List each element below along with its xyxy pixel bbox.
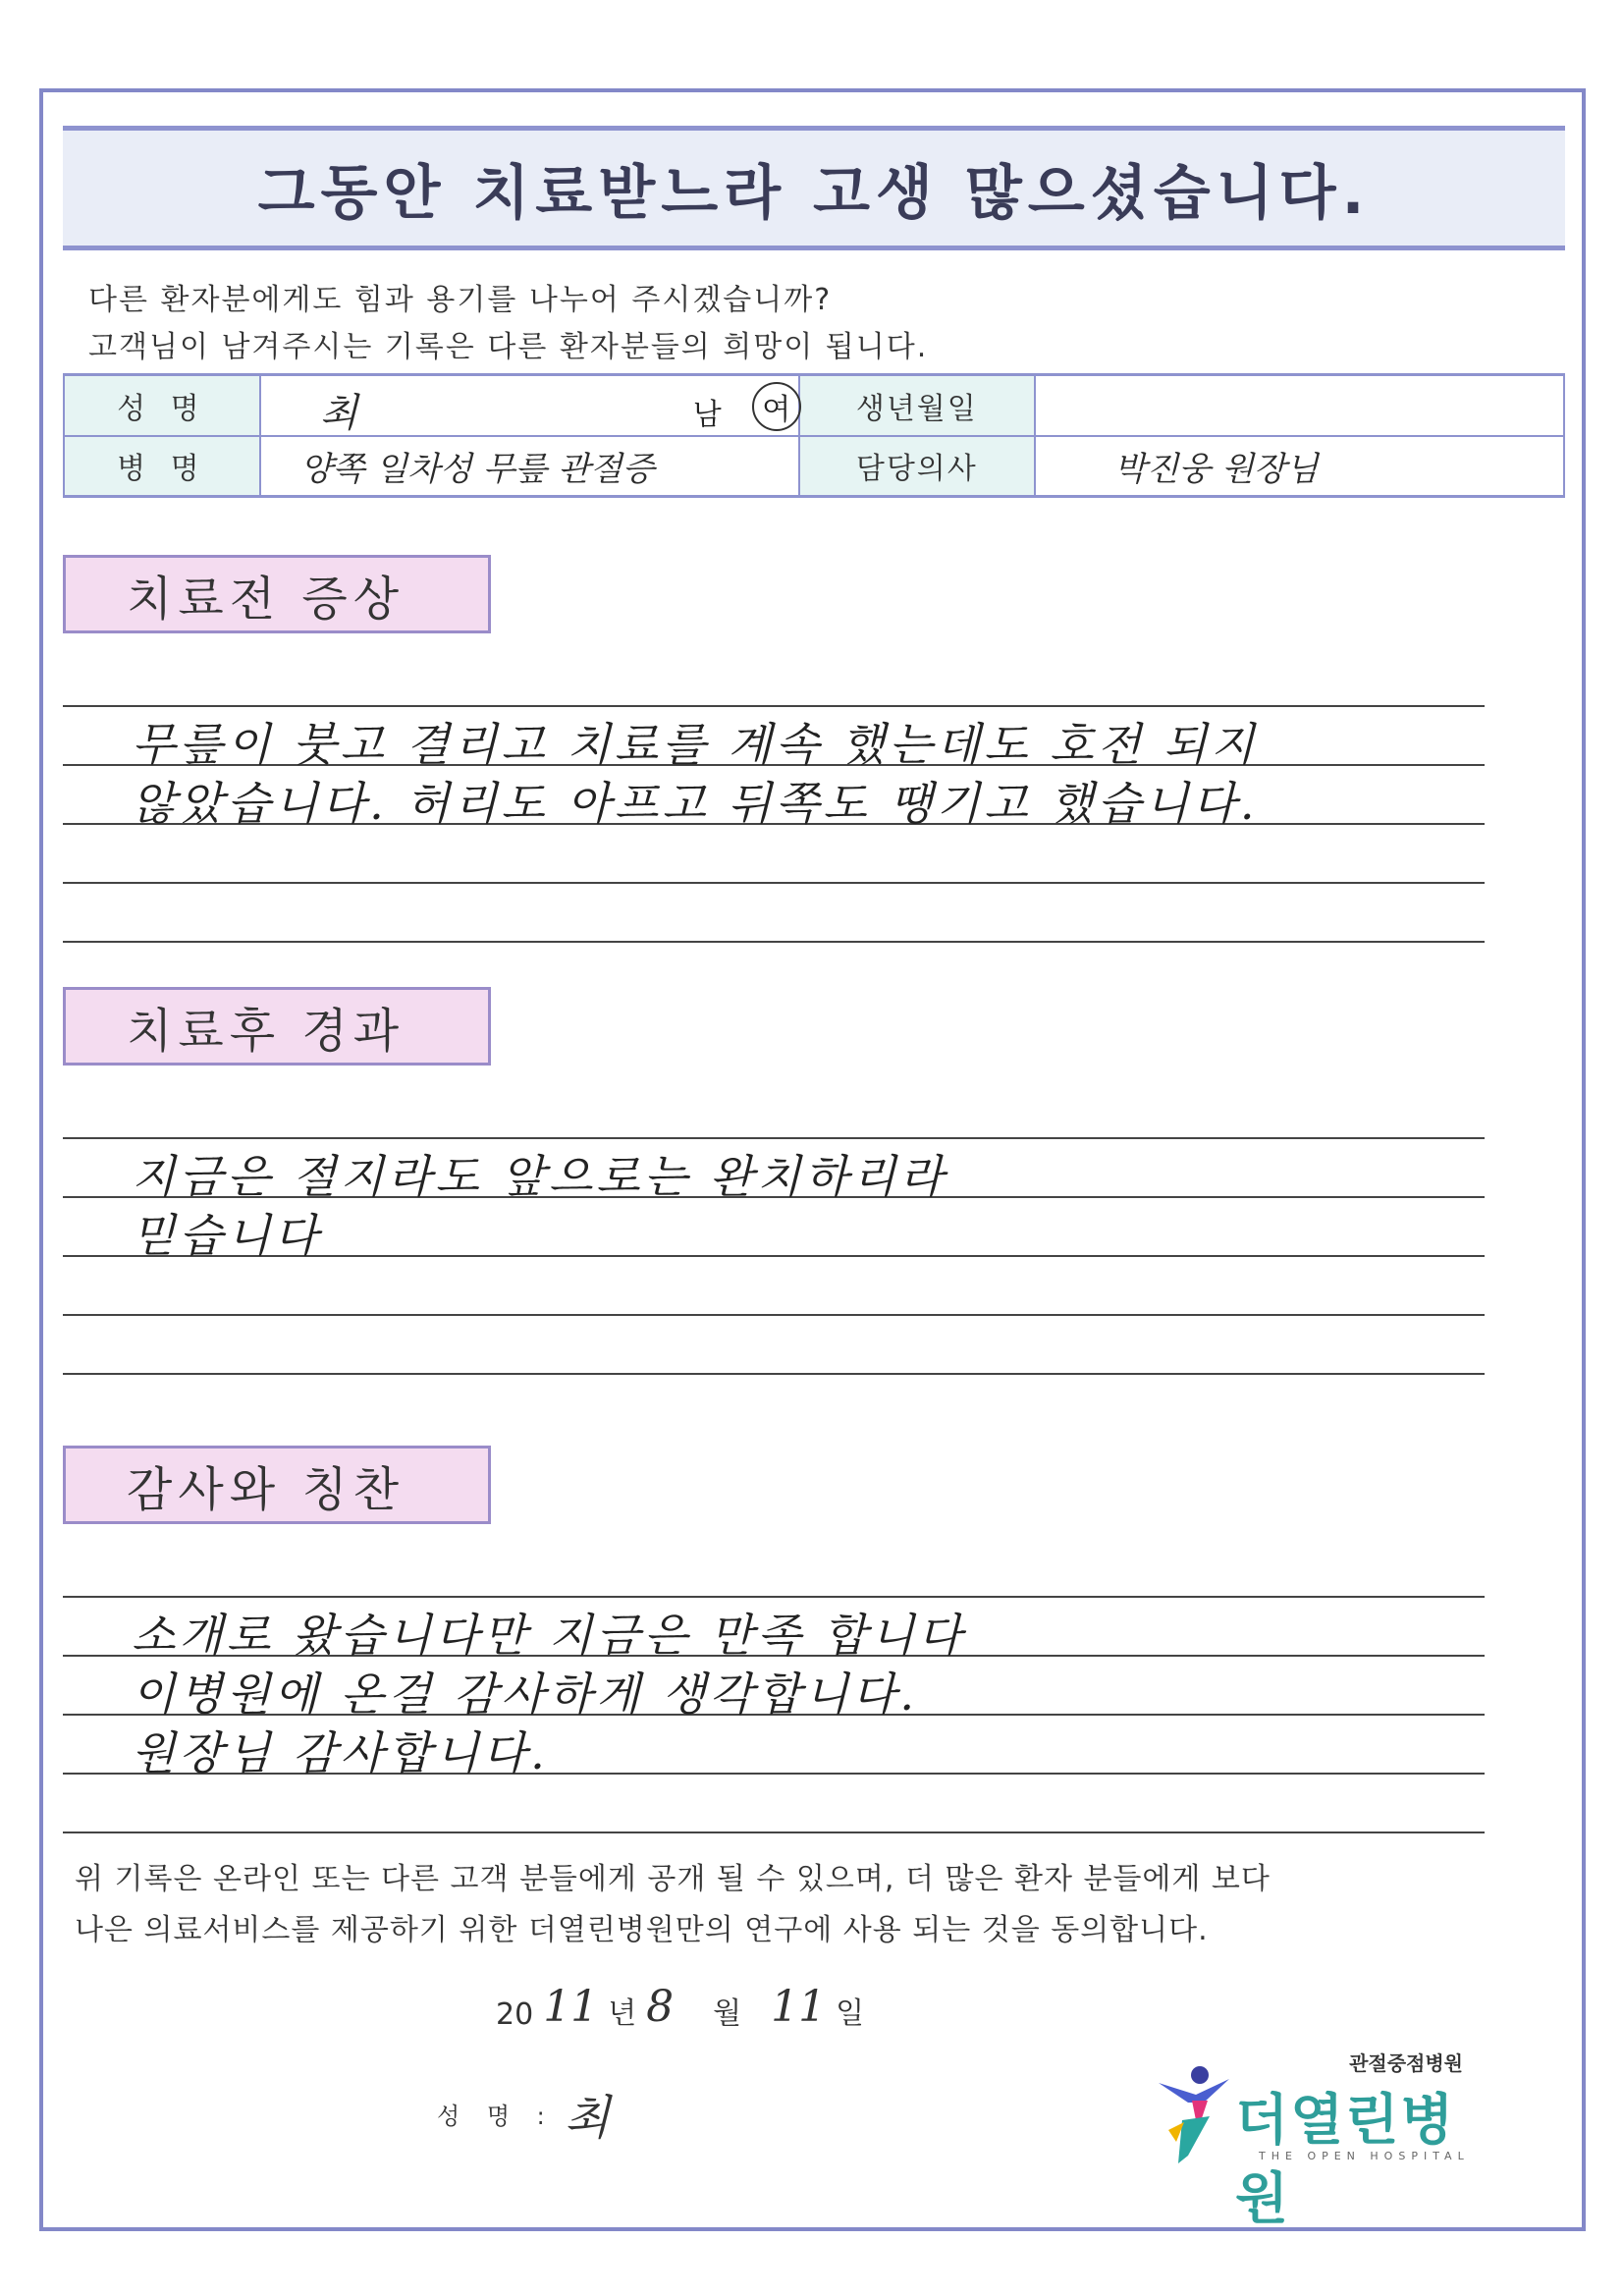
section-title-thanks: 감사와 칭찬 <box>63 1446 491 1524</box>
year-label: 년 <box>608 1996 637 2031</box>
consent-line-1: 위 기록은 온라인 또는 다른 고객 분들에게 공개 될 수 있으며, 더 많은 환자 분들에게 보다 <box>75 1862 1271 1896</box>
disease-label: 병 명 <box>64 436 260 497</box>
signature-row <box>437 2080 610 2148</box>
rule-line <box>63 1137 1485 1139</box>
female-option: 여 <box>762 393 791 427</box>
logo-english: THE OPEN HOSPITAL <box>1259 2150 1470 2162</box>
handwritten-line: 않았습니다. 허리도 아프고 뒤쪽도 땡기고 했습니다. <box>132 777 1259 830</box>
handwritten-line: 믿습니다 <box>132 1209 322 1262</box>
intro-line-2: 고객님이 남겨주시는 기록은 다른 환자분들의 희망이 됩니다. <box>88 330 929 364</box>
doctor-value: 박진웅 원장님 <box>1113 449 1319 489</box>
year-value: 11 <box>543 1982 599 2032</box>
rule-line <box>63 1373 1485 1375</box>
birth-value <box>1035 375 1564 436</box>
hospital-logo <box>1149 2048 1492 2231</box>
day-value: 11 <box>771 1982 827 2032</box>
signature-label: 성 명 : <box>437 2103 555 2130</box>
day-label: 일 <box>836 1996 865 2031</box>
handwritten-line: 이병원에 온걸 감사하게 생각합니다. <box>132 1667 919 1721</box>
birth-label: 생년월일 <box>799 375 1035 436</box>
handwritten-line: 소개로 왔습니다만 지금은 만족 합니다 <box>132 1609 966 1662</box>
handwritten-line: 지금은 절지라도 앞으로는 완치하리라 <box>132 1150 947 1203</box>
name-value: 최 <box>319 391 358 436</box>
section-title-after: 치료후 경과 <box>63 987 491 1066</box>
male-option: 남 <box>692 398 722 432</box>
rule-line <box>63 882 1485 884</box>
handwritten-line: 원장님 감사합니다. <box>132 1726 549 1779</box>
disease-value: 양쪽 일차성 무릎 관절증 <box>299 449 655 489</box>
rule-line <box>63 705 1485 707</box>
date-row <box>496 1982 864 2032</box>
page-title: 그동안 치료받느라 고생 많으셨습니다. <box>257 158 1371 228</box>
month-label: 월 <box>713 1996 742 2031</box>
person-icon <box>1149 2061 1237 2169</box>
rule-line <box>63 941 1485 943</box>
logo-name: 더열린병원 <box>1235 2089 1456 2231</box>
name-cell <box>260 375 799 436</box>
patient-info-table <box>63 373 1565 498</box>
rule-line <box>63 1596 1485 1598</box>
intro-line-1: 다른 환자분에게도 힘과 용기를 나누어 주시겠습니까? <box>88 283 833 317</box>
signature-value: 최 <box>564 2091 611 2146</box>
section-title-before: 치료전 증상 <box>63 555 491 633</box>
doctor-cell <box>1035 436 1564 497</box>
name-label: 성 명 <box>64 375 260 436</box>
doctor-label: 담당의사 <box>799 436 1035 497</box>
handwritten-line: 무릎이 붓고 결리고 치료를 계속 했는데도 호전 되지 <box>132 718 1259 771</box>
logo-tagline: 관절중점병원 <box>1349 2051 1463 2075</box>
year-prefix: 20 <box>496 1997 534 2032</box>
rule-line <box>63 1831 1485 1833</box>
title-banner <box>63 126 1565 250</box>
month-value: 8 <box>646 1982 675 2032</box>
consent-line-2: 나은 의료서비스를 제공하기 위한 더열린병원만의 연구에 사용 되는 것을 동의합니다. <box>75 1913 1209 1947</box>
rule-line <box>63 1314 1485 1316</box>
female-option-circled <box>752 382 801 431</box>
disease-cell <box>260 436 799 497</box>
